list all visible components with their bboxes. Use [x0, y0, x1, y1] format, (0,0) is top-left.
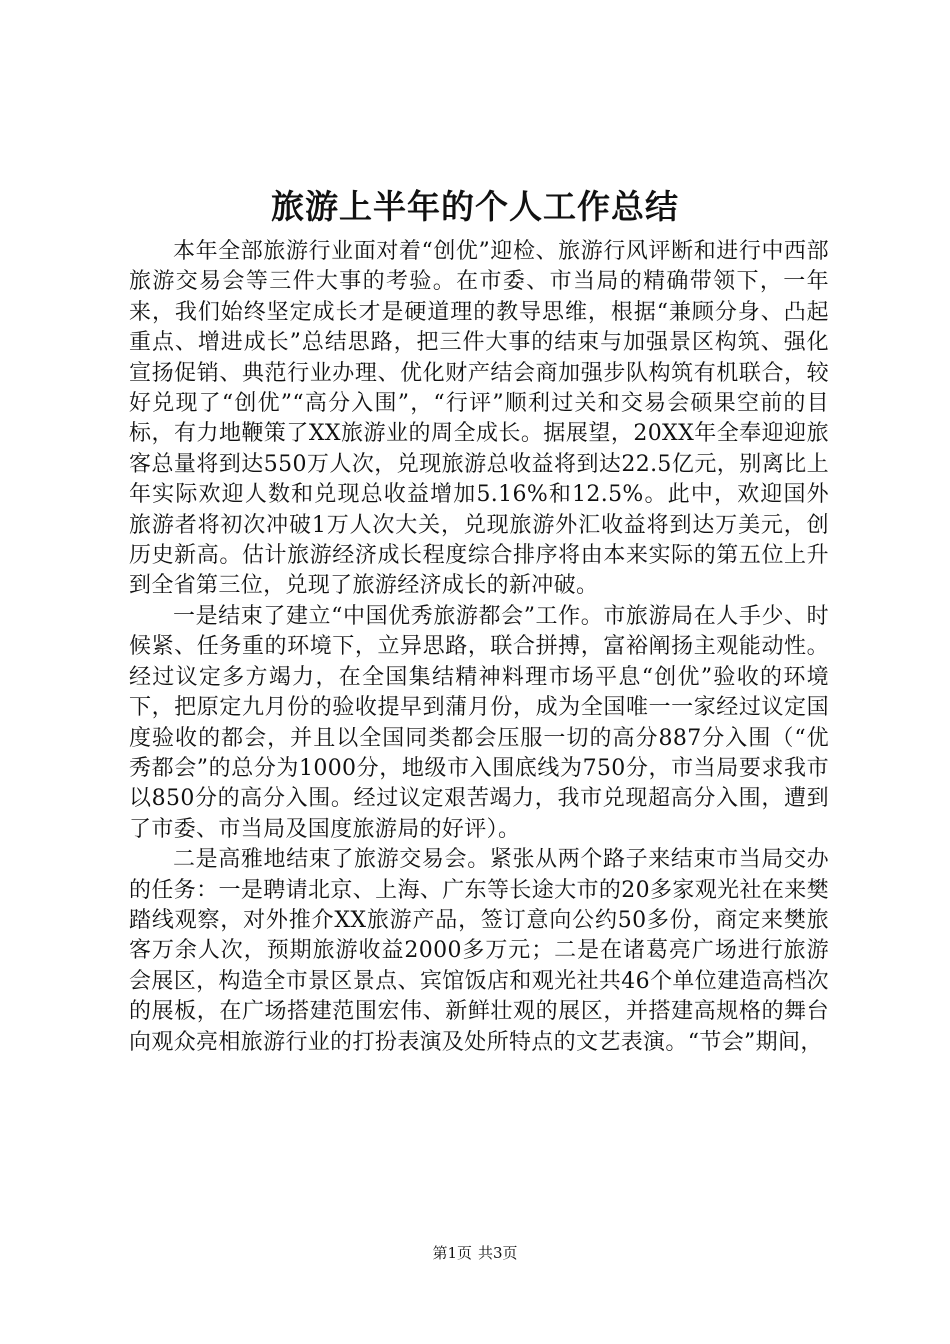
- page-footer: [0, 1243, 950, 1263]
- page-number: 第1页: [432, 1244, 472, 1262]
- page-total: 共3页: [478, 1244, 518, 1262]
- paragraph-first-item: 一是结束了建立“中国优秀旅游都会”工作。市旅游局在人手少、时候紧、任务重的环境下，立异思路，联合拼搏，富裕阐扬主观能动性。经过议定多方竭力，在全国集结精神料理市场平息“创优”验收的环境下，把原定九月份的验收提早到蒲月份，成为全国唯一一家经过议定国度验收的都会，并且以全国同类都会压服一切的高分887分入围（“优秀都会”的总分为1000分，地级市入围底线为750分，市当局要求我市以850分的高分入围。经过议定艰苦竭力，我市兑现超高分入围，遭到了市委、市当局及国度旅游局的好评）。: [129, 603, 829, 842]
- paragraph-intro: 本年全部旅游行业面对着“创优”迎检、旅游行风评断和进行中西部旅游交易会等三件大事的考验。在市委、市当局的精确带领下，一年来，我们始终坚定成长才是硬道理的教导思维，根据“兼顾分身、凸起重点、增进成长”总结思路，把三件大事的结束与加强景区构筑、强化宣扬促销、典范行业办理、优化财产结会商加强步队构筑有机联合，较好兑现了“创优”“高分入围”，“行评”顺利过关和交易会硕果空前的目标，有力地鞭策了XX旅游业的周全成长。据展望，20XX年全奉迎迎旅客总量将到达550万人次，兑现旅游总收益将到达22.5亿元，别离比上年实际欢迎人数和兑现总收益增加5.16%和12.5%。此中，欢迎国外旅游者将初次冲破1万人次大关，兑现旅游外汇收益将到达万美元，创历史新高。估计旅游经济成长程度综合排序将由本来实际的第五位上升到全省第三位，兑现了旅游经济成长的新冲破。: [129, 239, 829, 599]
- paragraph-second-item: 二是高雅地结束了旅游交易会。紧张从两个路子来结束市当局交办的任务：一是聘请北京、上海、广东等长途大市的20多家观光社在来樊踏线观察，对外推介XX旅游产品，签订意向公约50多份，商定来樊旅客万余人次，预期旅游收益2000多万元；二是在诸葛亮广场进行旅游会展区，构造全市景区景点、宾馆饭店和观光社共46个单位建造高档次的展板，在广场搭建范围宏伟、新鲜壮观的展区，并搭建高规格的舞台向观众亮相旅游行业的打扮表演及处所特点的文艺表演。“节会”期间，: [129, 847, 829, 1055]
- page-title: 旅游上半年的个人工作总结: [271, 187, 679, 226]
- document-body: [129, 237, 829, 1058]
